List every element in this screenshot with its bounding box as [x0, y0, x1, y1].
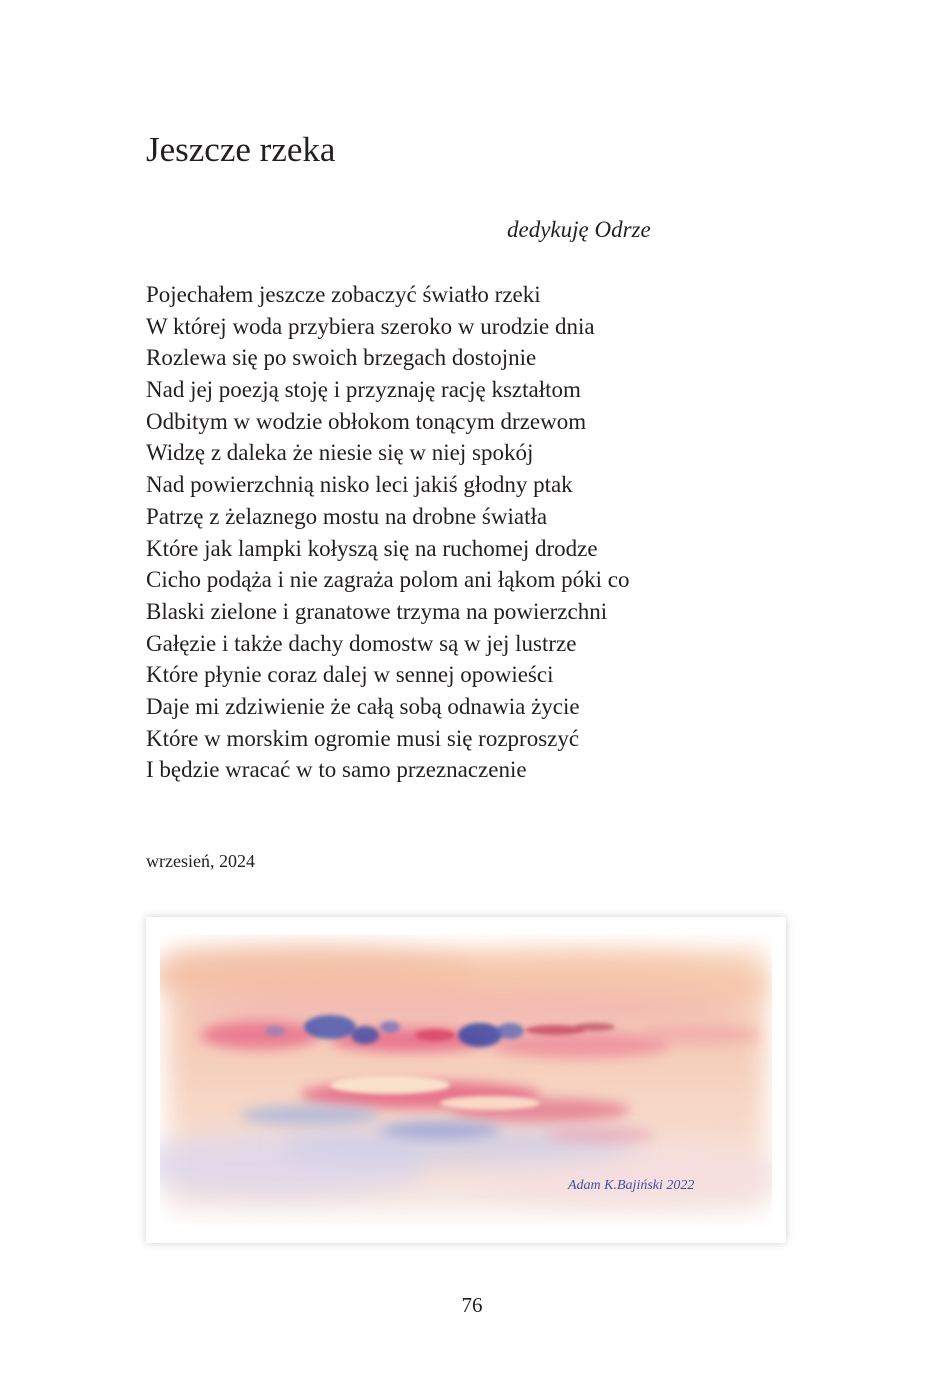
watercolor-painting-frame [146, 917, 786, 1243]
poem-line: Które w morskim ogromie musi się rozproszyć [146, 725, 580, 751]
poem-line: Gałęzie i także dachy domostw są w jej lustrze [146, 630, 577, 656]
poem-title: Jeszcze rzeka [146, 130, 336, 169]
poem-line: W której woda przybiera szeroko w urodzie dnia [146, 313, 595, 339]
poem-line: Nad powierzchnią nisko leci jakiś głodny ptak [146, 472, 573, 498]
poem-line: Patrzę z żelaznego mostu na drobne światła [146, 503, 548, 529]
poem-body [146, 279, 629, 786]
poem-line: Nad jej poezją stoję i przyznaję rację kształtom [146, 377, 581, 403]
poem-line: Blaski zielone i granatowe trzyma na powierzchni [146, 598, 608, 624]
poem-line: I będzie wracać w to samo przeznaczenie [146, 757, 527, 783]
poem-line: Rozlewa się po swoich brzegach dostojnie [146, 345, 537, 371]
poem-line: Pojechałem jeszcze zobaczyć światło rzeki [146, 282, 541, 307]
wash-layer [160, 947, 772, 1211]
poem-line: Które płynie coraz dalej w sennej opowieści [146, 662, 554, 688]
poem-dedication: dedykuję Odrze [507, 217, 651, 242]
poem-line: Cicho podąża i nie zagraża polom ani łąkom póki co [146, 567, 630, 593]
page-number: 76 [461, 1293, 483, 1317]
poem-date: wrzesień, 2024 [146, 851, 255, 871]
poem-line: Widzę z daleka że niesie się w niej spokój [146, 440, 534, 466]
watercolor-painting [160, 935, 772, 1225]
painting-signature: Adam K.Bajiński 2022 [568, 1178, 695, 1193]
poem-line: Daje mi zdziwienie że całą sobą odnawia życie [146, 693, 580, 719]
poem-line: Które jak lampki kołyszą się na ruchomej drodze [146, 535, 598, 561]
poem-line: Odbitym w wodzie obłokom tonącym drzewom [146, 408, 587, 434]
